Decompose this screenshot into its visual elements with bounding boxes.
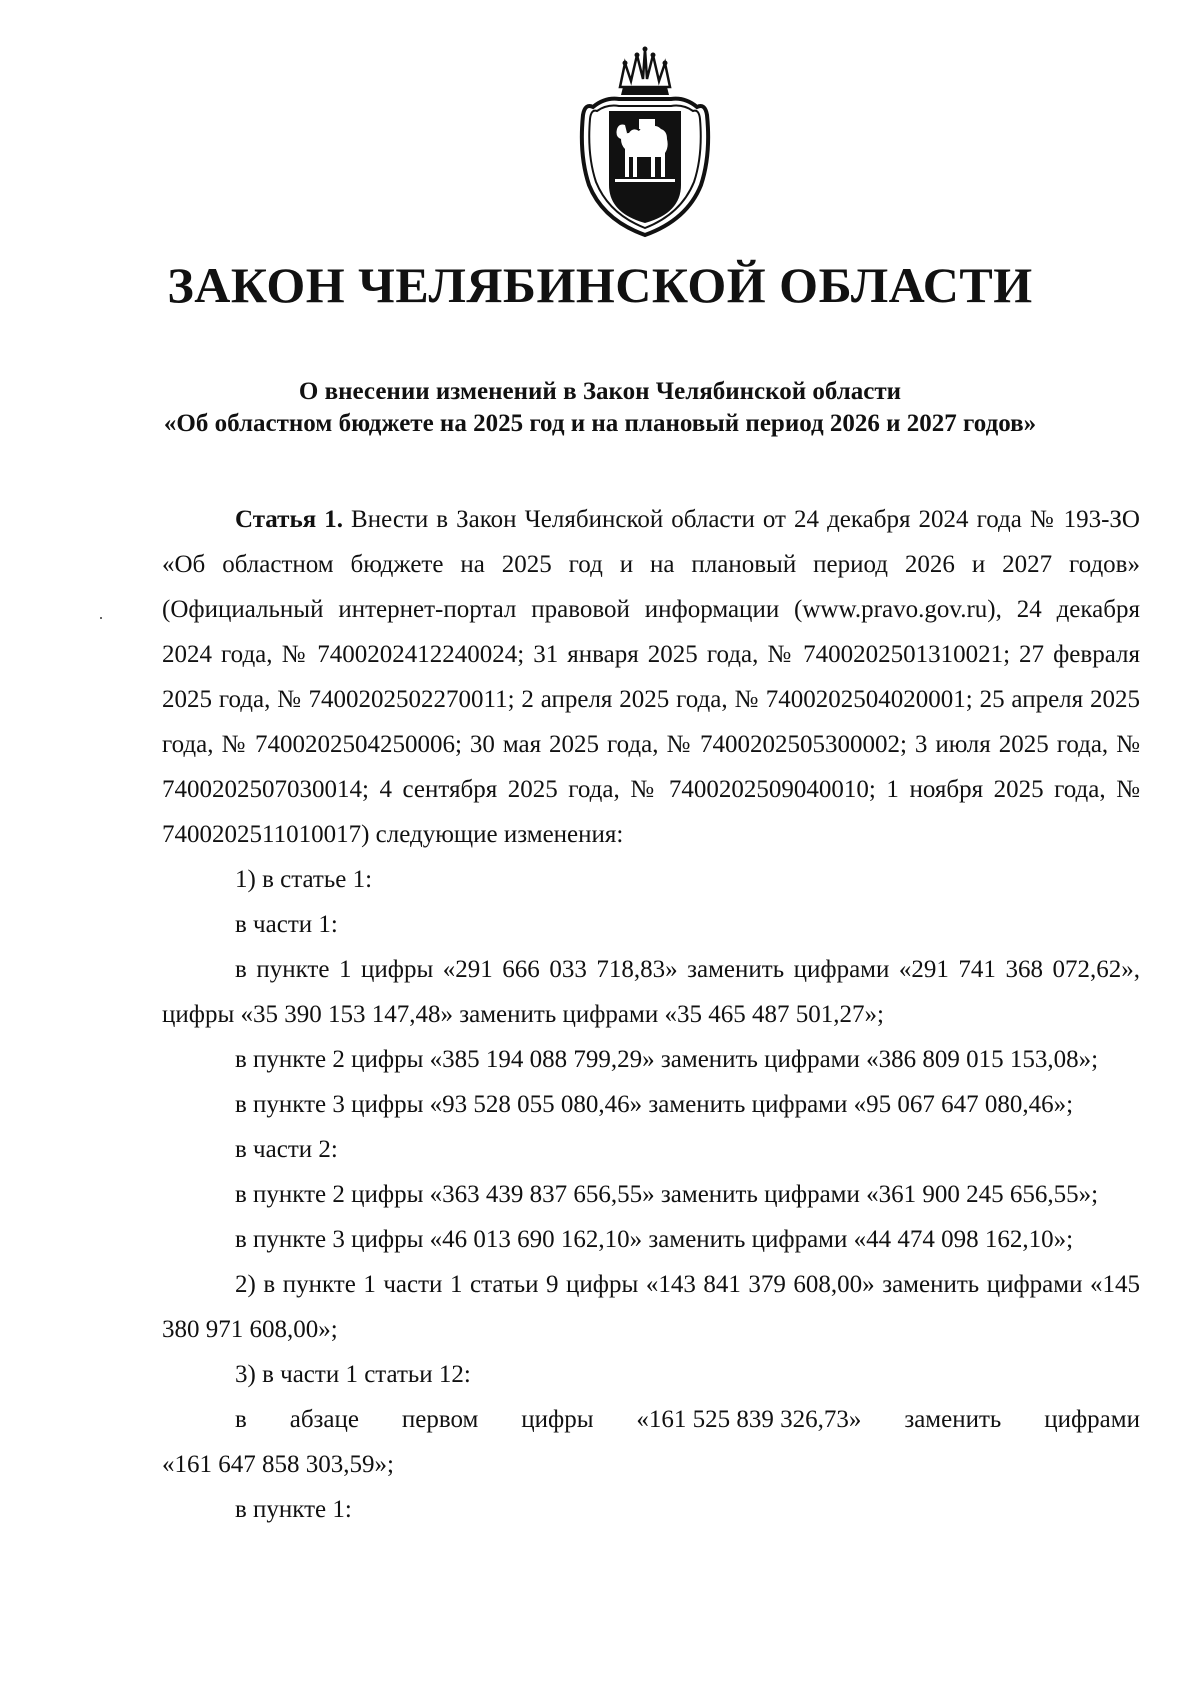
subtitle-line-2: «Об областном бюджете на 2025 год и на плановый период 2026 и 2027 годов» — [163, 410, 1037, 437]
chelyabinsk-coat-of-arms-icon — [575, 45, 715, 240]
paragraph: в пункте 2 цифры «363 439 837 656,55» заменить цифрами «361 900 245 656,55»; — [235, 1181, 1099, 1208]
spread-word: цифры — [521, 1406, 594, 1433]
article-intro-paragraph — [162, 497, 1140, 857]
spread-continuation: «161 647 858 303,59»; — [162, 1451, 394, 1478]
paragraph: в пункте 3 цифры «93 528 055 080,46» заменить цифрами «95 067 647 080,46»; — [235, 1091, 1074, 1118]
subtitle-line-1: О внесении изменений в Закон Челябинской области — [298, 378, 902, 405]
paragraph: в пункте 1: — [235, 1496, 352, 1523]
law-subtitle — [0, 376, 1200, 440]
paragraph: в части 1: — [235, 911, 338, 938]
paragraph: в пункте 3 цифры «46 013 690 162,10» заменить цифрами «44 474 098 162,10»; — [235, 1226, 1074, 1253]
spread-word: «161 525 839 326,73» — [636, 1406, 862, 1433]
spread-line — [162, 1397, 1140, 1442]
spread-word: в — [235, 1406, 247, 1433]
article-body — [162, 497, 1140, 1532]
paragraph: в пункте 2 цифры «385 194 088 799,29» заменить цифрами «386 809 015 153,08»; — [235, 1046, 1099, 1073]
spread-word: первом — [401, 1406, 479, 1433]
paragraph: в пункте 1 цифры «291 666 033 718,83» заменить цифрами «291 741 368 072,62», цифры «35 390 153 147,48» заменить цифрами «35 465 487 501,27»; — [162, 956, 1140, 1028]
scan-speck — [100, 617, 102, 619]
article-intro-text: Внести в Закон Челябинской области от 24 декабря 2024 года № 193-ЗО «Об областном бюджете на 2025 год и на плановый период 2026 и 2027 годов» (Официальный интернет-портал правовой информации (www.pravo.gov.ru), 24 декабря 2024 года, № 7400202412240024; 31 января 2025 года, № 7400202501310021; 27 февраля 2025 года, № 7400202502270011; 2 апреля 2025 года, № 7400202504020001; 25 апреля 2025 года, № 7400202504250006; 30 мая 2025 года, № 7400202505300002; 3 июля 2025 года, № 7400202507030014; 4 сентября 2025 года, № 7400202509040010; 1 ноября 2025 года, № 7400202511010017) следующие изменения: — [162, 506, 1140, 848]
paragraph: 3) в части 1 статьи 12: — [235, 1361, 471, 1388]
paragraph: 1) в статье 1: — [235, 866, 373, 893]
spread-word: цифрами — [1044, 1406, 1140, 1433]
paragraph: 2) в пункте 1 части 1 статьи 9 цифры «143 841 379 608,00» заменить цифрами «145 380 971 608,00»; — [162, 1271, 1140, 1343]
article-label: Статья 1. — [235, 506, 343, 533]
law-title: ЗАКОН ЧЕЛЯБИНСКОЙ ОБЛАСТИ — [167, 257, 1033, 313]
spread-word: заменить — [904, 1406, 1002, 1433]
paragraph: в части 2: — [235, 1136, 338, 1163]
spread-word: абзаце — [289, 1406, 359, 1433]
